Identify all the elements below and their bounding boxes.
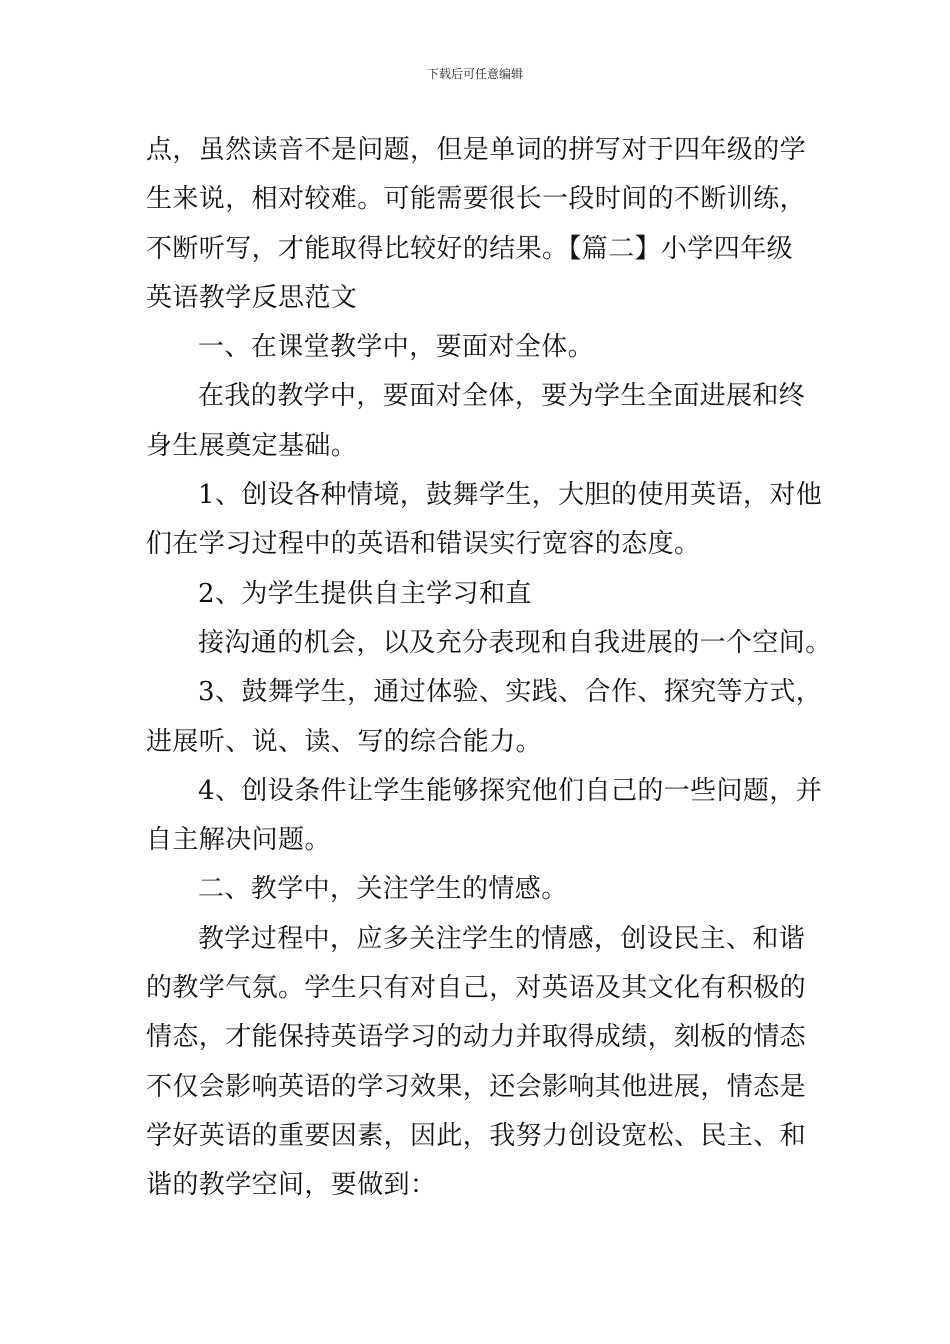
page-header: 下载后可任意编辑 <box>426 67 523 81</box>
text-line: 不仅会影响英语的学习效果，还会影响其他进展，情态是 <box>146 1071 807 1102</box>
text-line: 身生展奠定基础。 <box>146 430 358 461</box>
text-line: 谐的教学空间，要做到： <box>146 1170 437 1201</box>
text-line: 教学过程中，应多关注学生的情感，创设民主、和谐 <box>198 923 806 954</box>
text-line: 点，虽然读音不是问题，但是单词的拼写对于四年级的学 <box>146 135 807 165</box>
section-heading: 一、在课堂教学中，要面对全体。 <box>198 332 595 363</box>
text-line: 学好英语的重要因素，因此，我努力创设宽松、民主、和 <box>146 1120 807 1151</box>
text-line: 接沟通的机会，以及充分表现和自我进展的一个空间。 <box>198 627 832 658</box>
text-line: 情态，才能保持英语学习的动力并取得成绩，刻板的情态 <box>146 1022 807 1053</box>
section-heading: 二、教学中，关注学生的情感。 <box>198 874 568 905</box>
list-item: 1、创设各种情境，鼓舞学生，大胆的使用英语，对他 <box>198 480 823 511</box>
list-item: 4、创设条件让学生能够探究他们自己的一些问题，并 <box>198 775 823 806</box>
text-line: 的教学气氛。学生只有对自己，对英语及其文化有积极的 <box>146 973 807 1004</box>
text-line: 在我的教学中，要面对全体，要为学生全面进展和终 <box>198 381 806 412</box>
text-line: 进展听、说、读、写的综合能力。 <box>146 726 543 757</box>
text-line: 英语教学反思范文 <box>146 282 358 313</box>
document-body <box>146 126 832 1211</box>
text-line: 们在学习过程中的英语和错误实行宽容的态度。 <box>146 529 701 560</box>
text-line: 自主解决问题。 <box>146 825 331 856</box>
list-item: 3、鼓舞学生，通过体验、实践、合作、探究等方式， <box>198 677 823 708</box>
list-item: 2、为学生提供自主学习和直 <box>198 578 532 609</box>
text-line: 生来说，相对较难。可能需要很长一段时间的不断训练， <box>146 184 807 215</box>
text-line: 不断听写，才能取得比较好的结果。【篇二】小学四年级 <box>146 233 794 264</box>
